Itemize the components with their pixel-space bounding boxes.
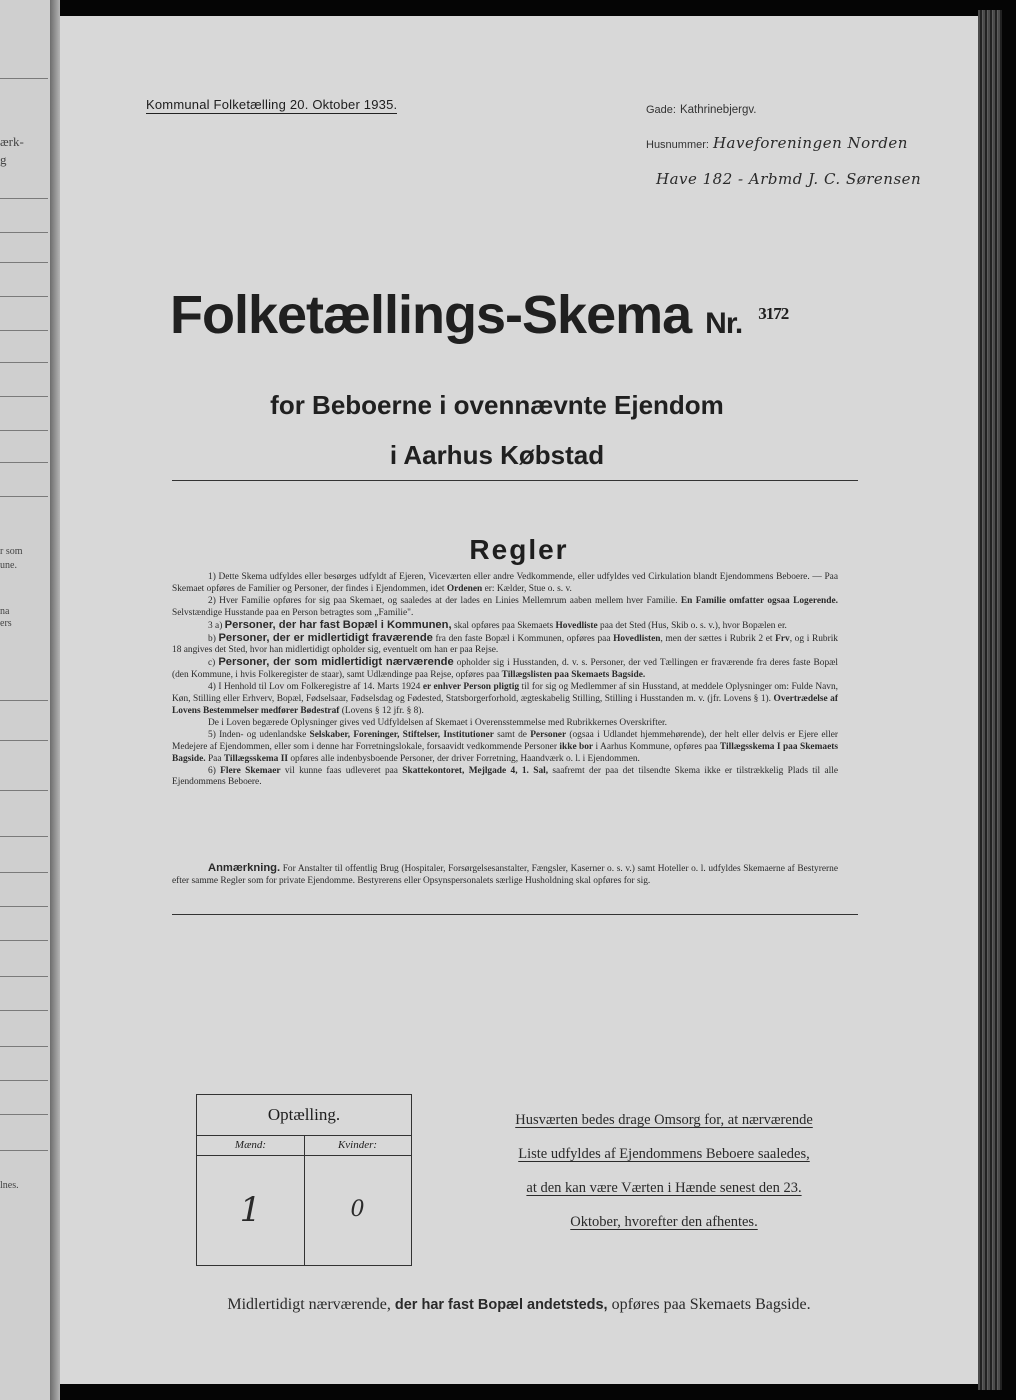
- divider: [172, 480, 858, 481]
- notice-line: at den kan være Værten i Hænde senest den 23.: [526, 1180, 802, 1196]
- left-fragment: ers: [0, 618, 12, 629]
- left-fragment: lnes.: [0, 1180, 19, 1191]
- remark-label: Anmærkning.: [208, 862, 281, 874]
- rule-line: [0, 496, 48, 497]
- left-fragment: ærk-: [0, 134, 24, 149]
- adjacent-page-strip: [0, 0, 50, 1400]
- form-title-main: Folketællings-Skema: [170, 285, 692, 345]
- men-count-value: 1: [239, 1190, 262, 1230]
- rule-line: [0, 362, 48, 363]
- rule-line: [0, 1046, 48, 1047]
- rule-4-note: De i Loven begærede Oplysninger gives ved Udfyldelsen af Skemaet i Overensstemmelse med Rubrikkernes Overskrifter.: [208, 717, 667, 728]
- rule-3c: c) Personer, der som midlertidigt nærværende opholder sig i Husstanden, d. v. s. Personer, der ved Tællingen er fraværende fra deres faste Bopæl (den Kommune, i hvis Folkeregister de staar), samt Udlændinge paa Rejse, opføres paa Tillægslisten paa Skemaets Bagside.: [172, 656, 838, 681]
- page-stack-edge: [978, 10, 1002, 1390]
- notice-line: Oktober, hvorefter den afhentes.: [570, 1214, 758, 1230]
- house-number-field: [646, 134, 908, 153]
- rule-3b: b) Personer, der er midlertidigt fraværende fra den faste Bopæl i Kommunen, opføres paa Hovedlisten, men der sættes i Rubrik 2 et Frv, og i Rubrik 18 angives det Sted, hvor han midlertidigt opholder sig, eventuelt om han er paa Rejse.: [172, 631, 838, 656]
- house-number-label: Husnummer:: [646, 139, 709, 151]
- street-value: Kathrinebjergv.: [679, 104, 757, 116]
- rule-line: [0, 1010, 48, 1011]
- rule-line: [0, 296, 48, 297]
- rules-heading: Regler: [469, 534, 569, 565]
- rule-line: [0, 836, 48, 837]
- remark-text: For Anstalter til offentlig Brug (Hospitaler, Forsørgelsesanstalter, Fængsler, Kaserner o. s. v.) samt Hoteller o. l. udfyldes Skemaerne af Bestyrerne efter samme Regler som for private Ejendomme. Bestyrerens eller Opsynspersonalets særlige Husholdning skal opføres for sig.: [172, 864, 838, 886]
- women-column: [304, 1135, 411, 1265]
- left-fragment: g: [0, 152, 7, 167]
- census-form-page: [60, 16, 978, 1384]
- rule-line: [0, 1114, 48, 1115]
- form-nr-label: Nr.: [705, 307, 743, 340]
- landlord-notice: [490, 1112, 838, 1248]
- rule-line: [0, 330, 48, 331]
- rule-line: [0, 872, 48, 873]
- women-count-value: 0: [350, 1197, 365, 1222]
- rule-line: [0, 790, 48, 791]
- rule-3a: 3 a) Personer, der har fast Bopæl i Kommunen, skal opføres paa Skemaets Hovedliste paa det Sted (Hus, Skib o. s. v.), hvor Bopælen er.: [208, 618, 787, 631]
- rule-line: [0, 430, 48, 431]
- count-box-title: Optælling.: [197, 1095, 411, 1136]
- rule-line: [0, 976, 48, 977]
- remark-section: [172, 863, 838, 888]
- rules-text: [172, 572, 838, 789]
- form-number: 3172: [758, 304, 789, 323]
- left-fragment: r som: [0, 546, 23, 557]
- form-title: [170, 284, 890, 346]
- divider: [172, 914, 858, 915]
- rule-5: 5) Inden- og udenlandske Selskaber, Foreninger, Stiftelser, Institutioner samt de Personer (ogsaa i Udlandet hjemmehørende), der helt eller delvis er Ejere eller Medejere af Ejendommen, eller som i denne har Forretningslokale, forsaavidt vedkommende Personer ikke bor i Aarhus Kommune, opføres paa Tillægsskema I paa Skemaets Bagside. Paa Tillægsskema II opføres alle indenbysboende Personer, der driver Forretning, Haandværk o. l. i Ejendommen.: [172, 729, 838, 764]
- women-label: Kvinder:: [304, 1135, 411, 1156]
- rule-line: [0, 906, 48, 907]
- rule-line: [0, 940, 48, 941]
- rule-line: [0, 262, 48, 263]
- form-subtitle-2: i Aarhus Købstad: [389, 440, 605, 470]
- count-box: [196, 1094, 412, 1266]
- rule-line: [0, 700, 48, 701]
- rule-4: 4) I Henhold til Lov om Folkeregistre af 14. Marts 1924 er enhver Person pligtig til for sig og Medlemmer af sin Husstand, at meddele Oplysninger om: Fulde Navn, Køn, Stilling eller Erhverv, Bopæl, Fødselsaar, Fødselsdag og Fødested, Statsborgerforhold, ægteskabelig Stilling, Stilling i Husstanden m. v. (jfr. Lovens § 1). Overtrædelse af Lovens Bestemmelser medfører Bødestraf (Lovens § 12 jfr. § 8).: [172, 682, 838, 716]
- rule-line: [0, 78, 48, 79]
- house-number-handwritten: Haveforeningen Norden: [712, 134, 908, 152]
- rule-line: [0, 1150, 48, 1151]
- rule-6: 6) Flere Skemaer vil kunne faas udleveret paa Skattekontoret, Mejlgade 4, 1. Sal, saafremt der paa det tilsendte Skema ikke er tilstrækkelig Plads til alle Ejendommens Beboere.: [172, 765, 838, 788]
- notice-line: Husværten bedes drage Omsorg for, at nærværende: [515, 1112, 813, 1128]
- men-column: [197, 1135, 305, 1265]
- rule-line: [0, 1080, 48, 1081]
- rule-1: 1) Dette Skema udfyldes eller besørges udfyldt af Ejeren, Viceværten eller andre Vedkommende, eller udfyldes ved Cirkulation blandt Ejendommens Beboere. — Paa Skemaet opføres de Familier og Personer, der findes i Ejendommen, idet Ordenen er: Kælder, Stue o. s. v.: [172, 572, 838, 594]
- rule-2: 2) Hver Familie opføres for sig paa Skemaet, og saaledes at der lades en Linies Mellemrum aaben mellem hver Familie. En Familie omfatter ogsaa Logerende. Selvstændige Husstande paa en Person betragtes som „Familie".: [172, 595, 838, 618]
- rule-line: [0, 232, 48, 233]
- footer-note: Midlertidigt nærværende, der har fast Bopæl andetsteds, opføres paa Skemaets Bagside.: [227, 1296, 811, 1313]
- rule-line: [0, 740, 48, 741]
- men-label: Mænd:: [197, 1135, 304, 1156]
- rule-line: [0, 198, 48, 199]
- street-label: Gade:: [646, 104, 676, 116]
- book-gutter: [50, 0, 60, 1400]
- form-subtitle-1: for Beboerne i ovennævnte Ejendom: [270, 390, 724, 420]
- left-fragment: na: [0, 606, 10, 617]
- left-fragment: une.: [0, 560, 17, 571]
- notice-line: Liste udfyldes af Ejendommens Beboere saaledes,: [518, 1146, 810, 1162]
- census-header: Kommunal Folketælling 20. Oktober 1935.: [146, 97, 398, 112]
- street-field: [646, 100, 756, 118]
- house-number-handwritten-2: Have 182 - Arbmd J. C. Sørensen: [656, 170, 922, 188]
